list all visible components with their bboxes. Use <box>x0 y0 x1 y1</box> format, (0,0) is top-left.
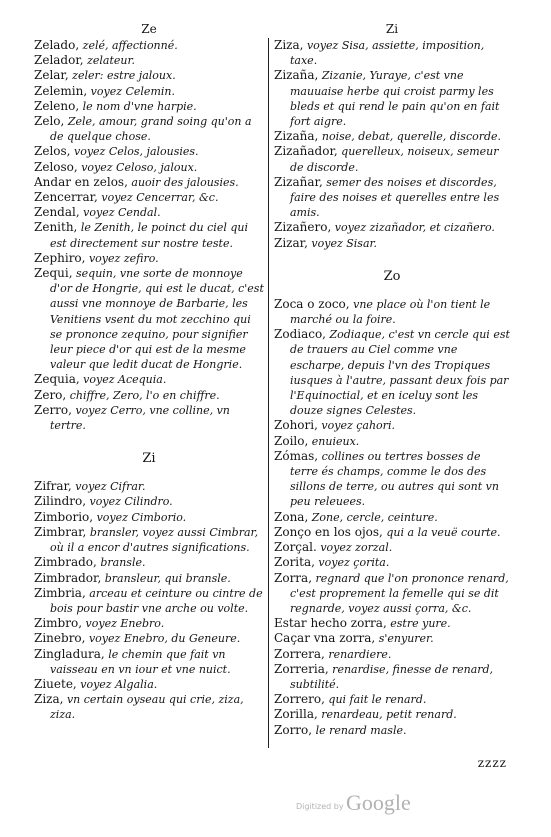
entry-definition: zeler: estre jaloux. <box>68 69 176 83</box>
dictionary-entry <box>34 53 264 68</box>
entry-definition: voyez Cendal. <box>79 206 161 220</box>
entry-definition: sequin, vne sorte de monnoye d'or de Hongrie, qui est le ducat, c'est aussi vne monnoye de Barbarie, les Venitiens vsent du mot zecchino qui se prononce zequino, pour signifier leur piece d'or qui est de la mesme valeur que ledit ducat de Hongrie. <box>50 267 264 372</box>
dictionary-entry <box>274 129 510 144</box>
entry-definition: qui a la veuë courte. <box>382 525 501 539</box>
entry-headword: Zencerrar, <box>34 190 98 205</box>
entry-headword: Zifrar, <box>34 479 72 494</box>
entry-definition: voyez çahori. <box>317 419 395 433</box>
entry-headword: Zerro, <box>34 402 72 417</box>
entry-headword: Zorçal. <box>274 540 317 555</box>
dictionary-entry <box>34 38 264 53</box>
entry-headword: Caçar vna zorra, <box>274 631 376 646</box>
entry-definition: voyez Enebro, du Geneure. <box>85 632 241 646</box>
dictionary-entry <box>274 723 510 738</box>
dictionary-entry <box>274 525 510 540</box>
entry-headword: Zelador, <box>34 53 84 68</box>
entry-headword: Zeleno, <box>34 98 80 113</box>
entry-definition: voyez çorita. <box>314 556 390 570</box>
dictionary-entry <box>274 616 510 631</box>
dictionary-entry <box>274 647 510 662</box>
left-column <box>34 22 264 723</box>
entry-headword: Zingladura, <box>34 646 105 661</box>
entry-definition: voyez Sisa, assiette, imposition, taxe. <box>290 39 485 68</box>
entry-definition: voyez Sisar. <box>307 236 378 250</box>
entry-definition: renardiere. <box>324 647 392 661</box>
entry-definition: querelleux, noiseux, semeur de discorde. <box>290 145 499 174</box>
entry-headword: Zequia, <box>34 372 80 387</box>
entry-headword: Zizar, <box>274 235 308 250</box>
dictionary-entry <box>34 372 264 387</box>
entry-definition: Zodiaque, c'est vn cercle qui est de trauers au Ciel comme vne escharpe, depuis l'vn des Tropiques iusques à l'autre, passant deux fois par l'Equinoctial, et en iceluy sont les douze signes Celestes. <box>290 328 510 418</box>
dictionary-entry <box>274 707 510 722</box>
dictionary-entry <box>34 525 264 555</box>
dictionary-entry <box>34 479 264 494</box>
entry-headword: Zilindro, <box>34 494 87 509</box>
entry-definition: voyez Cencerrar, &c. <box>97 191 219 205</box>
dictionary-entry <box>34 99 264 114</box>
dictionary-entry <box>274 144 510 174</box>
entry-definition: le nom d'vne harpie. <box>79 99 197 113</box>
entry-definition: qui fait le renard. <box>324 693 427 707</box>
entry-headword: Zómas, <box>274 448 319 463</box>
dictionary-entry <box>34 144 264 159</box>
dictionary-entry <box>34 388 264 403</box>
left-column-header: Ze <box>141 22 157 36</box>
entry-headword: Zohori, <box>274 418 318 433</box>
entry-definition: voyez Celoso, jaloux. <box>77 160 198 174</box>
entry-definition: noise, debat, querelle, discorde. <box>318 130 502 144</box>
entry-definition: voyez Cimborio. <box>93 510 187 524</box>
dictionary-entry <box>274 449 510 510</box>
dictionary-entry <box>274 631 510 646</box>
entry-headword: Zoilo, <box>274 433 309 448</box>
dictionary-entry <box>274 571 510 617</box>
entry-definition: voyez Algalia. <box>76 677 158 691</box>
entry-definition: voyez zizañador, et cizañero. <box>331 221 495 235</box>
entry-headword: Zelado, <box>34 38 80 52</box>
dictionary-entry <box>34 586 264 616</box>
entry-headword: Estar hecho zorra, <box>274 616 387 631</box>
dictionary-entry <box>274 540 510 555</box>
entry-definition: voyez Acequia. <box>79 373 167 387</box>
entry-headword: Zorreria, <box>274 661 329 676</box>
entry-definition: bransleur, qui bransle. <box>101 571 231 585</box>
entry-headword: Zorra, <box>274 570 313 585</box>
entry-headword: Zorrera, <box>274 646 325 661</box>
entry-headword: Zonço en los ojos, <box>274 524 383 539</box>
entry-headword: Zorro, <box>274 722 313 737</box>
entry-headword: Zimbrar, <box>34 524 87 539</box>
entry-headword: Zizañador, <box>274 144 338 159</box>
entry-definition: estre yure. <box>386 617 451 631</box>
entry-definition: bransle. <box>96 556 146 570</box>
entry-definition: voyez Cerro, vne colline, vn tertre. <box>50 403 230 433</box>
entry-definition: voyez Enebro. <box>82 617 165 631</box>
dictionary-entry <box>274 236 510 251</box>
entry-definition: s'enyurer. <box>375 632 434 646</box>
entry-definition: enuieux. <box>308 434 360 448</box>
entry-headword: Zimbrador, <box>34 570 102 585</box>
entry-headword: Zimbrado, <box>34 555 97 570</box>
entry-definition: regnard que l'on prononce renard, c'est proprement la femelle qui se dit regnarde, voyez aussi çorra, &c. <box>290 571 509 615</box>
entry-headword: Zorilla, <box>274 707 318 722</box>
right-column-header: Zi <box>385 22 399 36</box>
entry-headword: Ziza, <box>34 692 64 707</box>
entry-headword: Zorrero, <box>274 692 325 707</box>
entry-definition: voyez Cifrar. <box>71 480 146 494</box>
entry-definition: le Zenith, le poinct du ciel qui est directement sur nostre teste. <box>50 221 248 250</box>
entry-headword: Zelemin, <box>34 83 88 98</box>
entry-headword: Andar en zelos, <box>34 174 128 189</box>
entry-headword: Zimborio, <box>34 509 94 524</box>
dictionary-entry <box>34 692 264 722</box>
entry-definition: vne place où l'on tient le marché ou la foire. <box>290 297 491 327</box>
watermark-logo-text: Google <box>346 790 411 815</box>
entry-headword: Zeloso, <box>34 159 78 174</box>
entry-definition: Zele, amour, grand soing qu'on a de quelque chose. <box>50 115 252 144</box>
right-column <box>274 22 510 738</box>
dictionary-entry <box>274 297 510 327</box>
entry-headword: Zizañero, <box>274 220 332 235</box>
dictionary-entry <box>34 114 264 144</box>
entry-headword: Zephiro, <box>34 250 86 265</box>
entry-definition: voyez zorzal. <box>316 541 393 555</box>
entry-headword: Zoca o zoco, <box>274 296 350 311</box>
dictionary-entry <box>274 175 510 221</box>
entry-definition: zelateur. <box>83 54 136 68</box>
entry-definition: vn certain oyseau qui crie, ziza, ziza. <box>50 693 244 722</box>
entry-definition: semer des noises et discordes, faire des noises et querelles entre les amis. <box>290 175 500 220</box>
entry-headword: Zendal, <box>34 205 80 220</box>
dictionary-entry <box>34 84 264 99</box>
dictionary-entry <box>34 571 264 586</box>
entry-headword: Zelos, <box>34 144 71 159</box>
dictionary-entry <box>274 662 510 692</box>
dictionary-entry <box>34 160 264 175</box>
dictionary-entry <box>274 220 510 235</box>
dictionary-entry <box>34 647 264 677</box>
entry-definition: Zizanie, Yuraye, c'est vne mauuaise herbe qui croist parmy les bleds et qui rend le pain qu'on en fait fort aigre. <box>290 69 500 129</box>
entry-headword: Zequi, <box>34 266 73 281</box>
entry-headword: Zizaña, <box>274 68 319 83</box>
dictionary-entry <box>34 251 264 266</box>
right-top-entries <box>274 38 510 251</box>
entry-headword: Zinebro, <box>34 631 86 646</box>
dictionary-entry <box>34 555 264 570</box>
dictionary-entry <box>34 510 264 525</box>
entry-definition: le chemin que fait vn vaisseau en vn iour et vne nuict. <box>50 647 231 676</box>
dictionary-entry <box>274 418 510 433</box>
dictionary-entry <box>34 403 264 433</box>
entry-definition: Zone, cercle, ceinture. <box>308 510 438 524</box>
entry-headword: Zelo, <box>34 114 65 129</box>
dictionary-entry <box>34 205 264 220</box>
entry-definition: arceau et ceinture ou cintre de bois pour bastir vne arche ou volte. <box>50 586 263 615</box>
entry-definition: auoir des jalousies. <box>127 175 239 189</box>
entry-headword: Zelar, <box>34 68 69 83</box>
entry-definition: bransler, voyez aussi Cimbrar, où il a encor d'autres significations. <box>50 525 259 555</box>
entry-definition: le renard masle. <box>312 723 407 737</box>
entry-headword: Zero, <box>34 387 67 402</box>
entry-headword: Zodiaco, <box>274 327 326 342</box>
entry-headword: Zorita, <box>274 555 315 570</box>
dictionary-entry <box>34 68 264 83</box>
watermark <box>296 790 476 820</box>
dictionary-entry <box>274 38 510 68</box>
entry-headword: Zizaña, <box>274 129 319 144</box>
dictionary-entry <box>34 494 264 509</box>
entry-definition: voyez zefiro. <box>85 251 159 265</box>
entry-headword: Ziza, <box>274 38 304 52</box>
entry-definition: chiffre, Zero, l'o en chiffre. <box>66 388 220 402</box>
dictionary-entry <box>274 327 510 418</box>
left-zi-entries <box>34 479 264 722</box>
entry-headword: Zizañar, <box>274 174 323 189</box>
dictionary-entry <box>34 190 264 205</box>
entry-definition: voyez Celemin. <box>87 84 175 98</box>
dictionary-entry <box>274 510 510 525</box>
dictionary-entry <box>34 616 264 631</box>
dictionary-entry <box>274 555 510 570</box>
entry-definition: renardise, finesse de renard, subtilité. <box>290 662 494 691</box>
signature-mark: zzzz <box>477 756 507 770</box>
dictionary-entry <box>274 692 510 707</box>
section-label-zo: Zo <box>383 268 401 284</box>
dictionary-entry <box>274 434 510 449</box>
dictionary-entry <box>34 220 264 250</box>
entry-definition: voyez Cilindro. <box>86 495 173 509</box>
entry-definition: voyez Celos, jalousies. <box>70 145 199 159</box>
entry-definition: renardeau, petit renard. <box>317 708 457 722</box>
entry-headword: Ziuete, <box>34 676 77 691</box>
entry-headword: Zona, <box>274 509 309 524</box>
entry-definition: collines ou tertres bosses de terre és champs, comme le dos des sillons de terre, ou autres qui sont vn peu releuees. <box>290 449 499 509</box>
left-top-entries <box>34 38 264 433</box>
dictionary-entry <box>34 175 264 190</box>
entry-headword: Zenith, <box>34 220 78 235</box>
watermark-small-text: Digitized by <box>296 802 344 811</box>
right-zo-entries <box>274 297 510 738</box>
section-label-zi: Zi <box>142 451 156 467</box>
entry-headword: Zimbro, <box>34 616 83 631</box>
dictionary-entry <box>34 677 264 692</box>
dictionary-entry <box>34 631 264 646</box>
dictionary-entry <box>34 266 264 372</box>
dictionary-entry <box>274 68 510 129</box>
column-divider <box>268 38 269 748</box>
entry-definition: zelé, affectionné. <box>79 39 178 52</box>
entry-headword: Zimbria, <box>34 585 86 600</box>
